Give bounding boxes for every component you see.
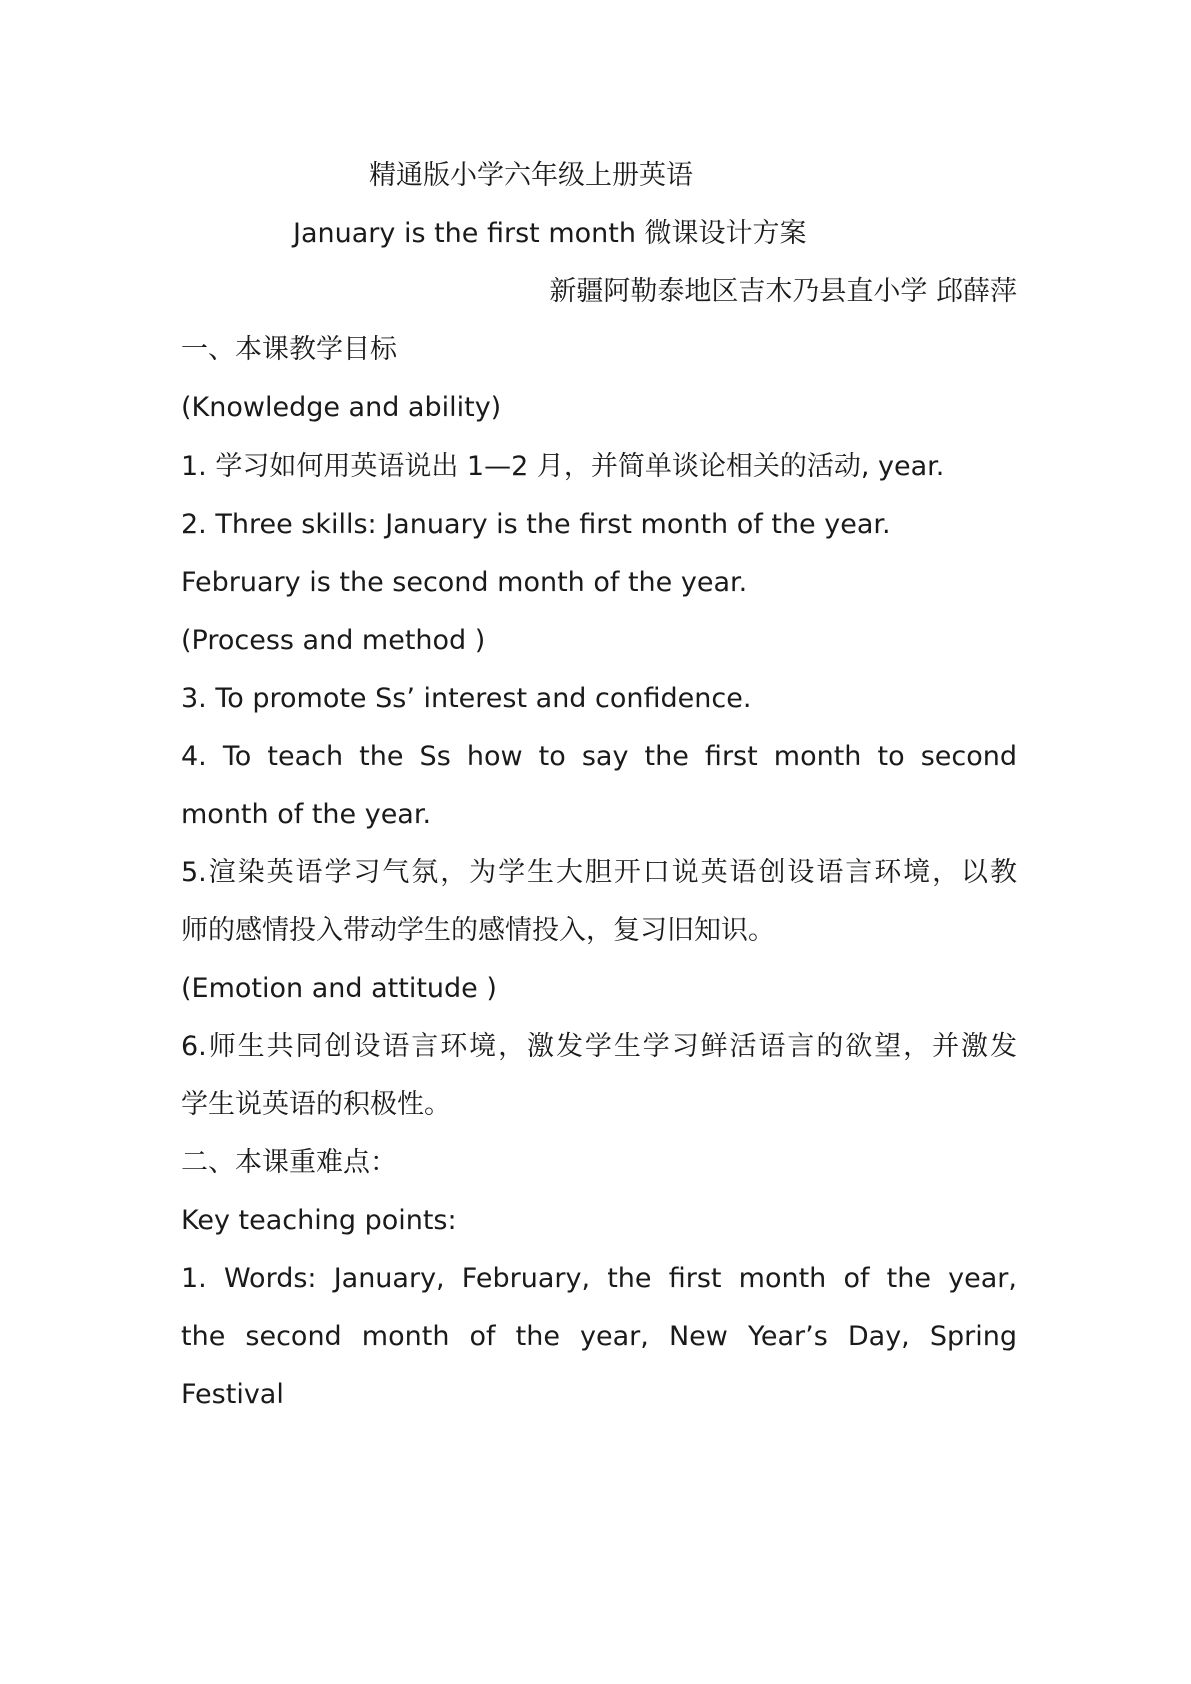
key-words-line-2: the second month of the year, New Year’s Day, Spring [181, 1321, 1017, 1352]
objective-item-1: 1. 学习如何用英语说出 1—2 月，并简单谈论相关的活动, year. [181, 451, 945, 482]
key-words-line-1: 1. Words: January, February, the first month of the year, [181, 1263, 1017, 1294]
document-title: 精通版小学六年级上册英语 [369, 160, 693, 191]
knowledge-ability-label: (Knowledge and ability) [181, 392, 502, 423]
emotion-attitude-label: (Emotion and attitude ) [181, 973, 497, 1004]
objective-item-2-line-2: February is the second month of the year. [181, 567, 748, 598]
objective-item-5-line-1: 5.渲染英语学习气氛，为学生大胆开口说英语创设语言环境，以教 [181, 857, 1017, 888]
objective-item-4-line-2: month of the year. [181, 799, 432, 830]
section1-heading: 一、本课教学目标 [181, 334, 397, 365]
objective-item-6-line-2: 学生说英语的积极性。 [181, 1089, 451, 1120]
document-subtitle: January is the first month 微课设计方案 [293, 218, 807, 249]
process-method-label: (Process and method ) [181, 625, 486, 656]
objective-item-2-line-1: 2. Three skills: January is the first month of the year. [181, 509, 891, 540]
objective-item-5-line-2: 师的感情投入带动学生的感情投入，复习旧知识。 [181, 915, 775, 946]
objective-item-6-line-1: 6.师生共同创设语言环境，激发学生学习鲜活语言的欲望，并激发 [181, 1031, 1017, 1062]
objective-item-4-line-1: 4. To teach the Ss how to say the first month to second [181, 741, 1017, 772]
key-teaching-points-label: Key teaching points: [181, 1205, 457, 1236]
author-line: 新疆阿勒泰地区吉木乃县直小学 邱薛萍 [549, 276, 1017, 307]
key-words-line-3: Festival [181, 1379, 284, 1410]
objective-item-3: 3. To promote Ss’ interest and confidence. [181, 683, 752, 714]
section2-heading: 二、本课重难点： [181, 1147, 397, 1178]
